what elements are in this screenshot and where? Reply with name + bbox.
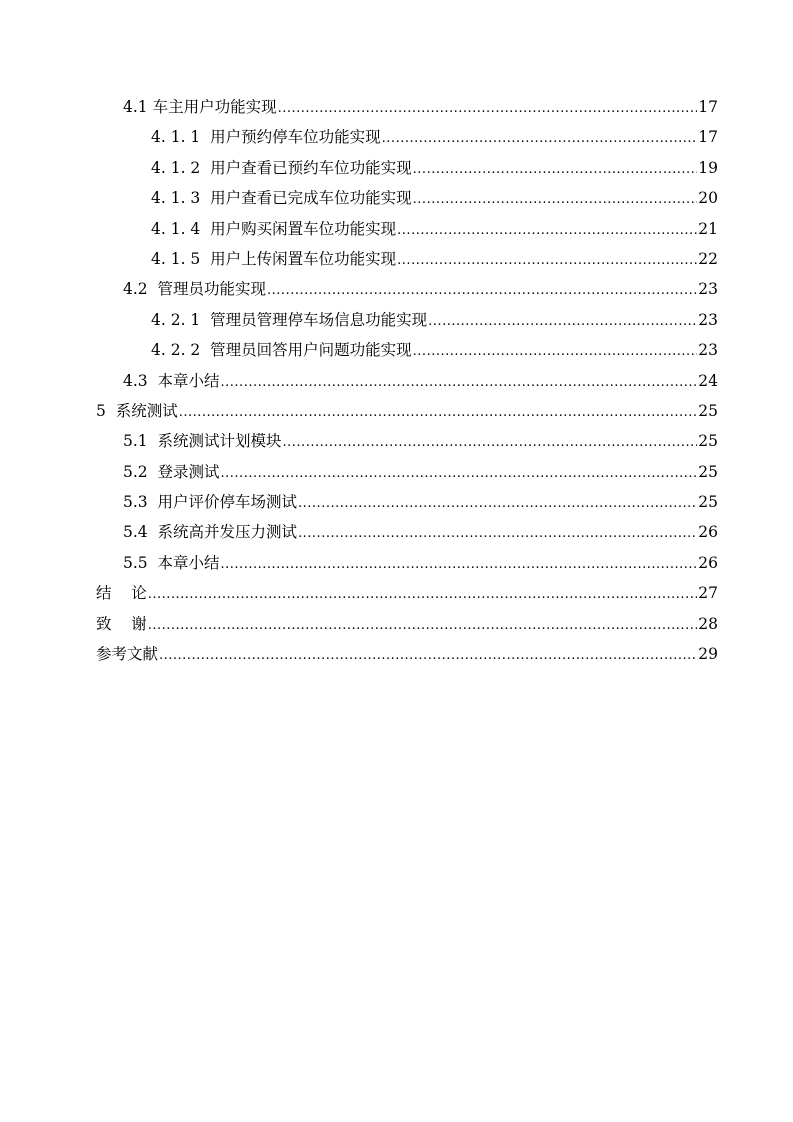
toc-entry-title: 致 谢 <box>96 614 147 633</box>
toc-entry-4-1[interactable] <box>0 92 793 122</box>
toc-dot-leader <box>221 550 698 580</box>
toc-entry-4-1-3[interactable] <box>0 183 793 213</box>
toc-entry-title: 用户上传闲置车位功能实现 <box>210 249 397 268</box>
toc-entry-number: 4. 1. 5 <box>151 249 211 268</box>
toc-entry-4-2-1[interactable] <box>0 305 793 335</box>
toc-entry-page: 20 <box>698 189 718 208</box>
toc-entry-references[interactable] <box>0 639 793 669</box>
toc-entry-number: 4. 2. 1 <box>151 310 211 329</box>
toc-dot-leader <box>298 489 697 519</box>
toc-dot-leader <box>283 428 698 458</box>
toc-entry-page: 26 <box>698 523 718 542</box>
toc-entry-title: 登录测试 <box>157 462 220 481</box>
toc-entry-page: 23 <box>698 280 718 299</box>
toc-entry-4-1-2[interactable] <box>0 153 793 183</box>
toc-entry-number: 4.1 <box>123 98 153 116</box>
toc-entry-page: 24 <box>698 371 718 390</box>
toc-dot-leader <box>382 124 698 154</box>
toc-entry-5-5[interactable] <box>0 548 793 578</box>
toc-entry-page: 26 <box>698 553 718 572</box>
toc-entry-title: 系统高并发压力测试 <box>157 523 298 542</box>
toc-dot-leader <box>413 337 698 367</box>
toc-dot-leader <box>413 185 698 215</box>
toc-entry-page: 28 <box>698 614 718 633</box>
table-of-contents <box>0 92 793 669</box>
toc-entry-page: 17 <box>698 98 718 116</box>
toc-dot-leader <box>267 276 697 306</box>
toc-entry-title: 管理员回答用户问题功能实现 <box>210 341 412 360</box>
toc-dot-leader <box>428 307 697 337</box>
toc-entry-number: 5.1 <box>123 432 158 451</box>
toc-entry-title: 用户购买闲置车位功能实现 <box>210 219 397 238</box>
toc-entry-page: 27 <box>698 584 718 603</box>
toc-entry-title: 结 论 <box>96 584 147 603</box>
toc-entry-4-1-5[interactable] <box>0 244 793 274</box>
toc-entry-5-3[interactable] <box>0 487 793 517</box>
toc-dot-leader <box>397 246 697 276</box>
toc-entry-page: 19 <box>698 158 718 177</box>
toc-entry-4-1-1[interactable] <box>0 122 793 152</box>
toc-dot-leader <box>148 580 698 610</box>
toc-entry-title: 参考文献 <box>96 645 159 664</box>
toc-entry-number: 4.3 <box>123 371 158 390</box>
toc-entry-title: 系统测试 <box>115 401 178 420</box>
toc-entry-page: 25 <box>698 462 718 481</box>
toc-entry-number: 4. 1. 4 <box>151 219 211 238</box>
toc-entry-title: 用户查看已完成车位功能实现 <box>210 189 412 208</box>
toc-entry-page: 23 <box>698 341 718 360</box>
toc-entry-number: 5.3 <box>123 493 158 512</box>
toc-dot-leader <box>221 459 698 489</box>
toc-entry-number: 4. 1. 3 <box>151 189 211 208</box>
toc-entry-title: 用户预约停车位功能实现 <box>210 128 381 147</box>
toc-entry-page: 25 <box>698 493 718 512</box>
toc-entry-title: 本章小结 <box>157 371 220 390</box>
toc-entry-page: 25 <box>698 401 718 420</box>
toc-entry-number: 4.2 <box>123 280 158 299</box>
toc-entry-4-3[interactable] <box>0 366 793 396</box>
toc-entry-number: 5.4 <box>123 523 158 542</box>
toc-entry-page: 22 <box>698 249 718 268</box>
toc-dot-leader <box>413 155 698 185</box>
toc-entry-title: 车主用户功能实现 <box>152 98 277 116</box>
toc-entry-page: 25 <box>698 432 718 451</box>
toc-entry-title: 本章小结 <box>157 553 220 572</box>
toc-entry-conclusion[interactable] <box>0 578 793 608</box>
toc-entry-title: 管理员管理停车场信息功能实现 <box>210 310 428 329</box>
toc-entry-number: 4. 2. 2 <box>151 341 211 360</box>
toc-entry-number: 5.5 <box>123 553 158 572</box>
toc-dot-leader <box>148 611 698 641</box>
toc-entry-page: 17 <box>698 128 718 147</box>
toc-entry-title: 用户评价停车场测试 <box>157 493 298 512</box>
toc-entry-5-1[interactable] <box>0 426 793 456</box>
toc-entry-5-4[interactable] <box>0 517 793 547</box>
toc-dot-leader <box>221 368 698 398</box>
toc-dot-leader <box>159 641 697 671</box>
toc-entry-5-2[interactable] <box>0 457 793 487</box>
toc-entry-number: 5.2 <box>123 462 158 481</box>
toc-entry-number: 5 <box>96 401 116 420</box>
toc-entry-title: 系统测试计划模块 <box>157 432 282 451</box>
toc-entry-page: 21 <box>698 219 718 238</box>
toc-entry-title: 用户查看已预约车位功能实现 <box>210 158 412 177</box>
toc-dot-leader <box>298 519 697 549</box>
toc-entry-title: 管理员功能实现 <box>157 280 267 299</box>
toc-entry-4-2[interactable] <box>0 274 793 304</box>
toc-entry-5[interactable] <box>0 396 793 426</box>
toc-entry-acknowledgements[interactable] <box>0 609 793 639</box>
toc-entry-number: 4. 1. 1 <box>151 128 211 147</box>
toc-entry-number: 4. 1. 2 <box>151 158 211 177</box>
toc-entry-4-2-2[interactable] <box>0 335 793 365</box>
toc-dot-leader <box>179 398 698 428</box>
toc-entry-4-1-4[interactable] <box>0 214 793 244</box>
toc-entry-page: 23 <box>698 310 718 329</box>
toc-dot-leader <box>397 216 697 246</box>
toc-dot-leader <box>278 94 698 124</box>
toc-entry-page: 29 <box>698 645 718 664</box>
